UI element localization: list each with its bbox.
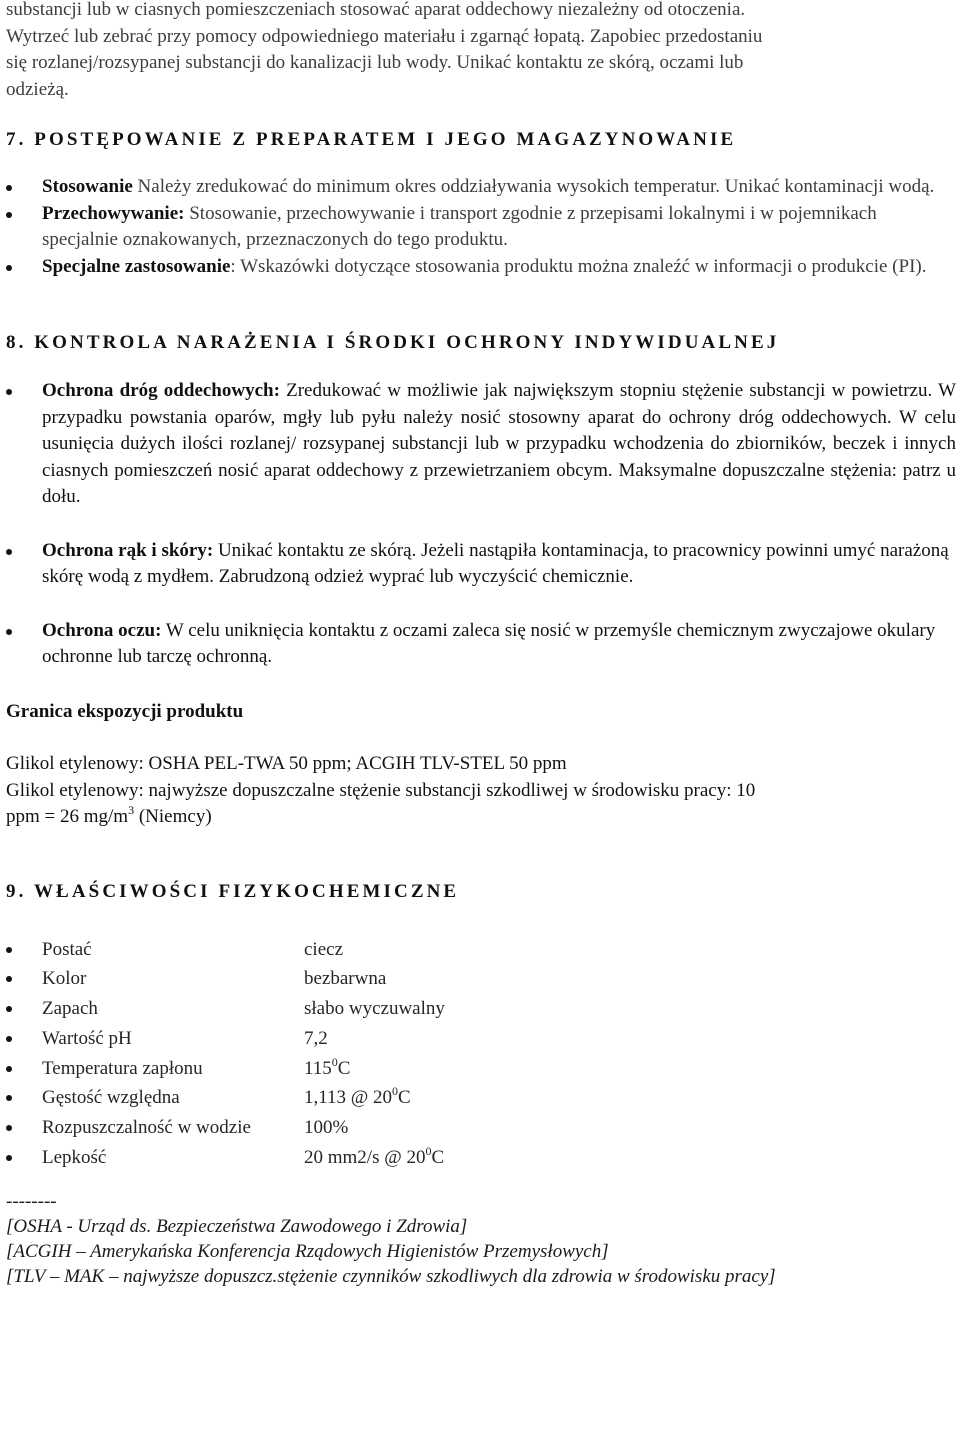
intro-line-2: Wytrzeć lub zebrać przy pomocy odpowiedniego materiału i zgarnąć łopatą. Zapobiec przedostaniu — [6, 25, 763, 47]
property-value: ciecz — [304, 938, 344, 960]
footnote-tlv-mak: [TLV – MAK – najwyższe dopuszcz.stężenie czynników szkodliwych dla zdrowia w środowisku pracy] — [6, 1265, 776, 1287]
bullet-icon — [6, 1125, 12, 1131]
property-value: słabo wyczuwalny — [304, 998, 445, 1020]
item-label: Ochrona dróg oddechowych: — [42, 380, 280, 401]
property-row — [6, 964, 956, 994]
bullet-icon — [6, 549, 12, 555]
item-text: : Wskazówki dotyczące stosowania produktu można znaleźć w informacji o produkcie (PI). — [230, 255, 927, 277]
section-9-title: 9. WŁAŚCIWOŚCI FIZYKOCHEMICZNE — [6, 880, 460, 902]
property-value — [304, 1084, 411, 1109]
property-key: Lepkość — [42, 1147, 107, 1169]
property-key: Postać — [42, 938, 92, 960]
property-row — [6, 994, 956, 1024]
degree-superscript: 0 — [331, 1054, 338, 1069]
bullet-icon — [6, 389, 12, 395]
footnote-osha: [OSHA - Urząd ds. Bezpieczeństwa Zawodowego i Zdrowia] — [6, 1215, 468, 1237]
exposure-superscript: 3 — [128, 803, 135, 817]
bullet-icon — [6, 185, 12, 191]
property-value-unit: C — [398, 1087, 411, 1109]
exposure-line-3-b: (Niemcy) — [134, 806, 212, 827]
property-key: Zapach — [42, 998, 98, 1020]
property-row — [6, 1024, 956, 1054]
property-row — [6, 935, 956, 965]
property-row — [6, 1143, 956, 1173]
section-7-item-storage — [6, 201, 956, 254]
item-label: Ochrona rąk i skóry: — [42, 539, 214, 561]
bullet-icon — [6, 1095, 12, 1101]
item-label: Ochrona oczu: — [42, 619, 162, 641]
property-value-main: 1,113 @ 20 — [304, 1087, 393, 1109]
exposure-line-1: Glikol etylenowy: OSHA PEL-TWA 50 ppm; ACGIH TLV-STEL 50 ppm — [6, 753, 567, 774]
bullet-icon — [6, 265, 12, 271]
property-key: Temperatura zapłonu — [42, 1057, 203, 1079]
property-row — [6, 1113, 956, 1143]
property-value: 100% — [304, 1117, 349, 1139]
property-key: Gęstość względna — [42, 1087, 180, 1109]
property-value — [304, 1054, 351, 1079]
item-text: Stosowanie, przechowywanie i transport zgodnie z przepisami lokalnymi i w pojemnikach specjalnie oznakowanych, przeznaczonych do tego produktu. — [42, 202, 877, 250]
section-8-item-respiratory — [6, 378, 956, 511]
property-row — [6, 1054, 956, 1084]
exposure-line-2: Glikol etylenowy: najwyższe dopuszczalne stężenie substancji szkodliwej w środowisku pracy: 10 — [6, 779, 756, 801]
bullet-icon — [6, 947, 12, 953]
property-value-unit: C — [431, 1147, 445, 1169]
bullet-icon — [6, 212, 12, 218]
footnote-acgih: [ACGIH – Amerykańska Konferencja Rządowych Higienistów Przemysłowych] — [6, 1240, 609, 1262]
property-value: 7,2 — [304, 1027, 328, 1049]
section-7-item-storage-use — [6, 174, 956, 201]
section-7-item-special-use — [6, 254, 956, 281]
degree-superscript: 0 — [392, 1084, 399, 1099]
item-text: Zredukować w możliwie jak największym stopniu stężenie substancji w powietrzu. W przypadku powstania oparów, mgły lub pyłu należy nosić stosowny aparat do ochrony dróg oddechowych. W celu usunięcia dużych ilości rozlanej/ rozsypanej substancji lub w przypadku wchodzenia do zbiorników, beczek i innych ciasnych pomieszczeń nosić aparat oddechowy z przewietrzaniem obcym. Maksymalne dopuszczalne stężenia: patrz u dołu. — [42, 380, 956, 507]
section-7-list — [6, 174, 956, 280]
section-8-title: 8. KONTROLA NARAŻENIA I ŚRODKI OCHRONY INDYWIDUALNEJ — [6, 332, 780, 353]
property-value-main: 20 mm2/s @ 20 — [304, 1147, 426, 1169]
property-value — [304, 1144, 445, 1169]
footnote-separator: -------- — [6, 1190, 57, 1212]
bullet-icon — [6, 1006, 12, 1012]
exposure-heading: Granica ekspozycji produktu — [6, 700, 244, 722]
section-8-list — [6, 378, 956, 671]
property-value-unit: C — [337, 1057, 351, 1079]
degree-superscript: 0 — [425, 1144, 432, 1159]
item-text: W celu uniknięcia kontaktu z oczami zaleca się nosić w przemyśle chemicznym zwyczajowe okulary ochronne lub tarczę ochronną. — [42, 619, 936, 667]
exposure-line-3 — [6, 804, 956, 831]
bullet-icon — [6, 1066, 12, 1072]
item-text: Należy zredukować do minimum okres oddziaływania wysokich temperatur. Unikać kontaminacji wodą. — [132, 176, 935, 197]
intro-line-1: substancji lub w ciasnych pomieszczeniach stosować aparat oddechowy niezależny od otoczenia. — [6, 0, 746, 20]
section-8-item-eyes — [6, 618, 956, 671]
item-text: Unikać kontaktu ze skórą. Jeżeli nastąpiła kontaminacja, to pracownicy powinni umyć narażoną skórę wodą z mydłem. Zabrudzoną odzież wyprać lub wyczyścić chemicznie. — [42, 539, 949, 587]
section-9-properties — [6, 935, 956, 1173]
bullet-icon — [6, 1036, 12, 1042]
property-value-main: 115 — [304, 1057, 332, 1079]
item-label: Specjalne zastosowanie — [42, 255, 231, 277]
property-key: Kolor — [42, 968, 87, 990]
bullet-icon — [6, 629, 12, 635]
intro-line-3: się rozlanej/rozsypanej substancji do kanalizacji lub wody. Unikać kontaktu ze skórą, oczami lub — [6, 52, 744, 73]
section-8-item-hands-skin — [6, 538, 956, 591]
item-label: Stosowanie — [42, 176, 133, 197]
property-key: Wartość pH — [42, 1027, 132, 1049]
item-label: Przechowywanie: — [42, 202, 185, 224]
bullet-icon — [6, 1155, 12, 1161]
intro-paragraph — [6, 0, 956, 103]
section-7-title: 7. POSTĘPOWANIE Z PREPARATEM I JEGO MAGAZYNOWANIE — [6, 129, 737, 150]
intro-line-4: odzieżą. — [6, 78, 69, 100]
exposure-line-3-a: ppm = 26 mg/m — [6, 806, 129, 827]
property-row — [6, 1083, 956, 1113]
property-key: Rozpuszczalność w wodzie — [42, 1117, 251, 1139]
bullet-icon — [6, 976, 12, 982]
property-value: bezbarwna — [304, 968, 387, 990]
